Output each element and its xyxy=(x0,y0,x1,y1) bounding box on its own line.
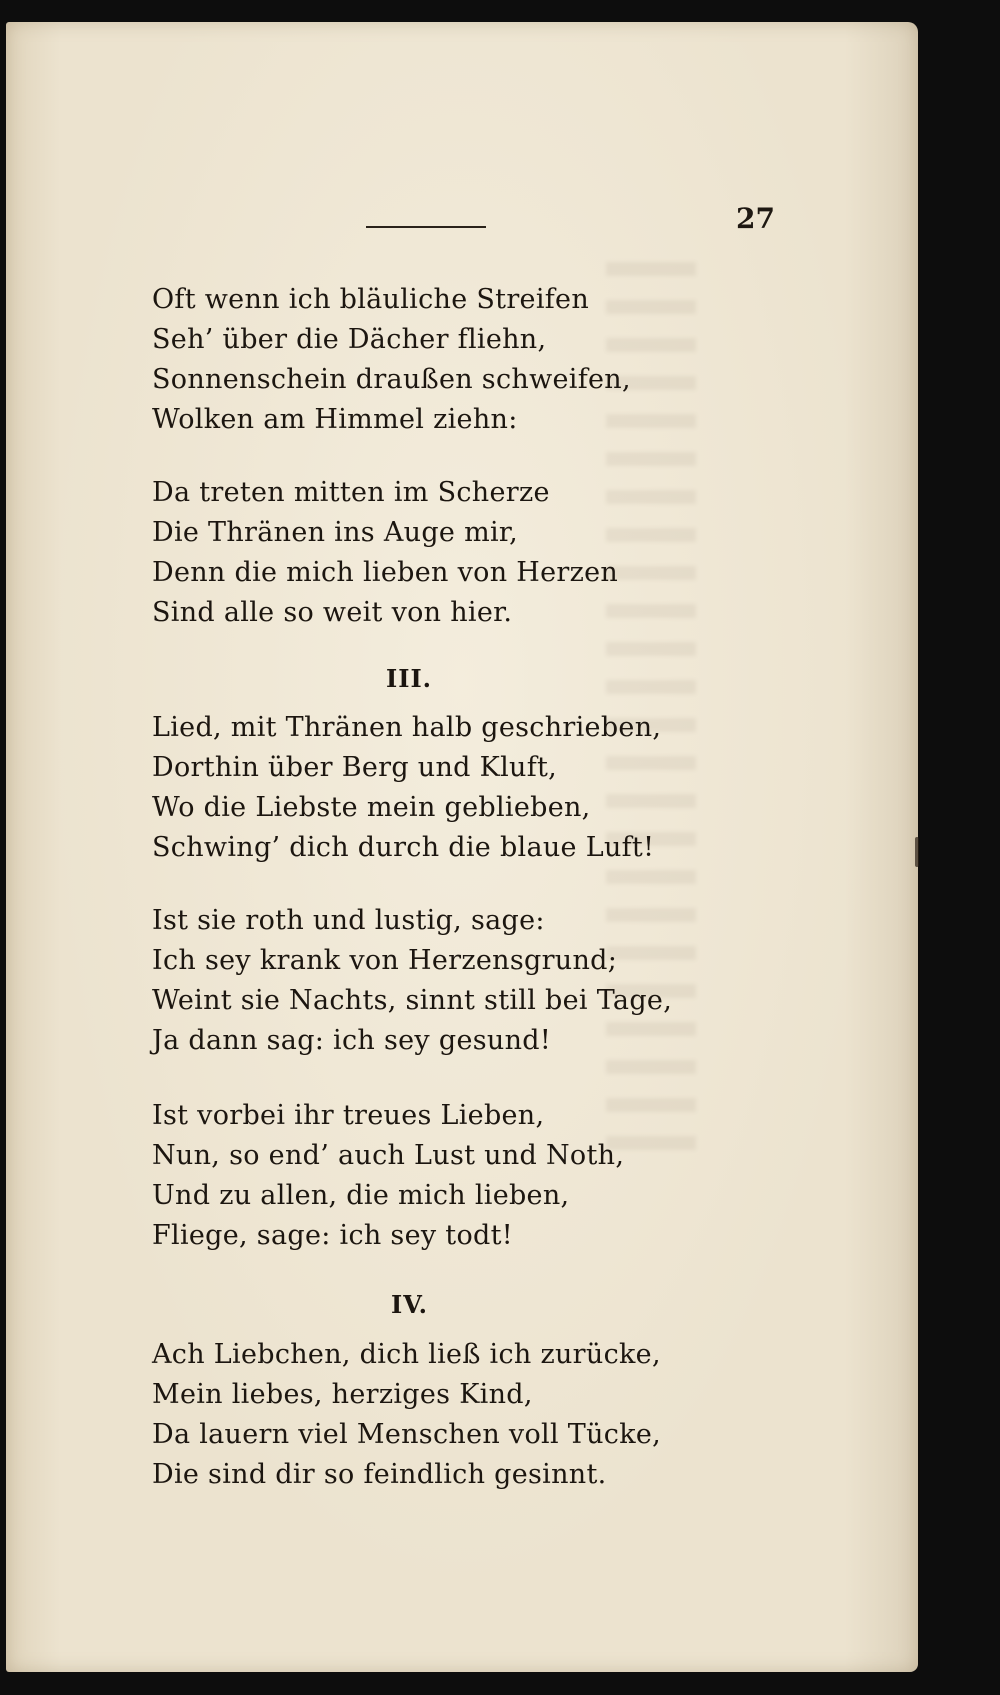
header-rule xyxy=(366,226,486,228)
verse-line: Fliege, sage: ich sey todt! xyxy=(152,1220,513,1251)
verse-line: Da treten mitten im Scherze xyxy=(152,477,550,508)
verse-line: Und zu allen, die mich lieben, xyxy=(152,1180,570,1211)
verse-line: Lied, mit Thränen halb geschrieben, xyxy=(152,712,662,743)
verse-line: Ach Liebchen, dich ließ ich zurücke, xyxy=(152,1339,661,1370)
verse-line: Sind alle so weit von hier. xyxy=(152,597,513,628)
verse-line: Mein liebes, herziges Kind, xyxy=(152,1379,533,1410)
verse-line: Die Thränen ins Auge mir, xyxy=(152,517,519,548)
verse-line: Ist vorbei ihr treues Lieben, xyxy=(152,1100,545,1131)
verse-line: Nun, so end’ auch Lust und Noth, xyxy=(152,1140,625,1171)
book-page xyxy=(6,22,918,1672)
page-number: 27 xyxy=(736,202,775,235)
verse-line: Ich sey krank von Herzensgrund; xyxy=(152,945,618,976)
verse-line: Ist sie roth und lustig, sage: xyxy=(152,905,545,936)
verse-line: Wolken am Himmel ziehn: xyxy=(152,404,518,435)
verse-line: Weint sie Nachts, sinnt still bei Tage, xyxy=(152,985,673,1016)
verse-line: Sonnenschein draußen schweifen, xyxy=(152,364,631,395)
section-heading: IV. xyxy=(391,1290,429,1319)
binding-mark xyxy=(915,837,919,867)
verse-line: Wo die Liebste mein geblieben, xyxy=(152,792,591,823)
verse-line: Die sind dir so feindlich gesinnt. xyxy=(152,1459,607,1490)
verse-line: Schwing’ dich durch die blaue Luft! xyxy=(152,832,655,863)
section-heading: III. xyxy=(386,664,433,693)
verse-line: Oft wenn ich bläuliche Streifen xyxy=(152,284,590,315)
verse-line: Da lauern viel Menschen voll Tücke, xyxy=(152,1419,662,1450)
verse-line: Denn die mich lieben von Herzen xyxy=(152,557,619,588)
verse-line: Ja dann sag: ich sey gesund! xyxy=(152,1025,551,1056)
verse-line: Seh’ über die Dächer fliehn, xyxy=(152,324,547,355)
verse-line: Dorthin über Berg und Kluft, xyxy=(152,752,558,783)
